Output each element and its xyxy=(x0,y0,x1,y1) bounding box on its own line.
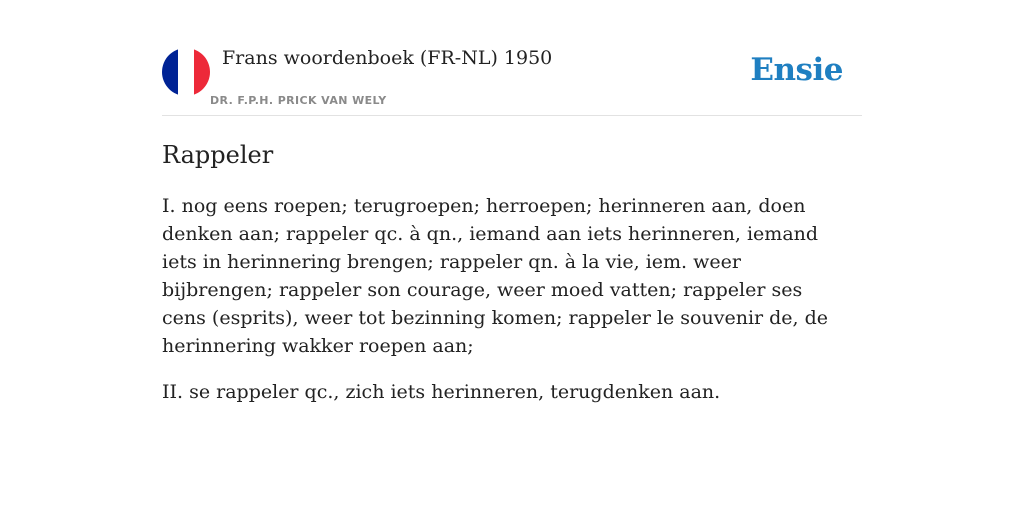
entry-headword: Rappeler xyxy=(162,141,274,169)
dictionary-entry-card xyxy=(162,40,862,406)
dictionary-author: DR. F.P.H. PRICK VAN WELY xyxy=(210,94,387,107)
entry-definition-1: I. nog eens roepen; terugroepen; herroepen; herinneren aan, doen denken aan; rappeler qc. à qn., iemand aan iets herinneren, iemand iets in herinnering brengen; rappeler qn. à la vie, iem. weer bijbrengen; rappeler son courage, weer moed vatten; rappeler ses cens (esprits), weer tot bezinning komen; rappeler le souvenir de, de herinnering wakker roepen aan; xyxy=(162,195,829,357)
flag-stripe-white xyxy=(178,48,194,96)
flag-stripe-red xyxy=(194,48,210,96)
flag-stripe-blue xyxy=(162,48,178,96)
entry-definition-2: II. se rappeler qc., zich iets herinneren, terugdenken aan. xyxy=(162,381,721,403)
ensie-logo-link[interactable]: Ensie xyxy=(750,52,843,88)
dictionary-header xyxy=(162,40,862,116)
dictionary-title[interactable]: Frans woordenboek (FR-NL) 1950 xyxy=(222,47,553,69)
flag-france-icon xyxy=(162,48,210,96)
